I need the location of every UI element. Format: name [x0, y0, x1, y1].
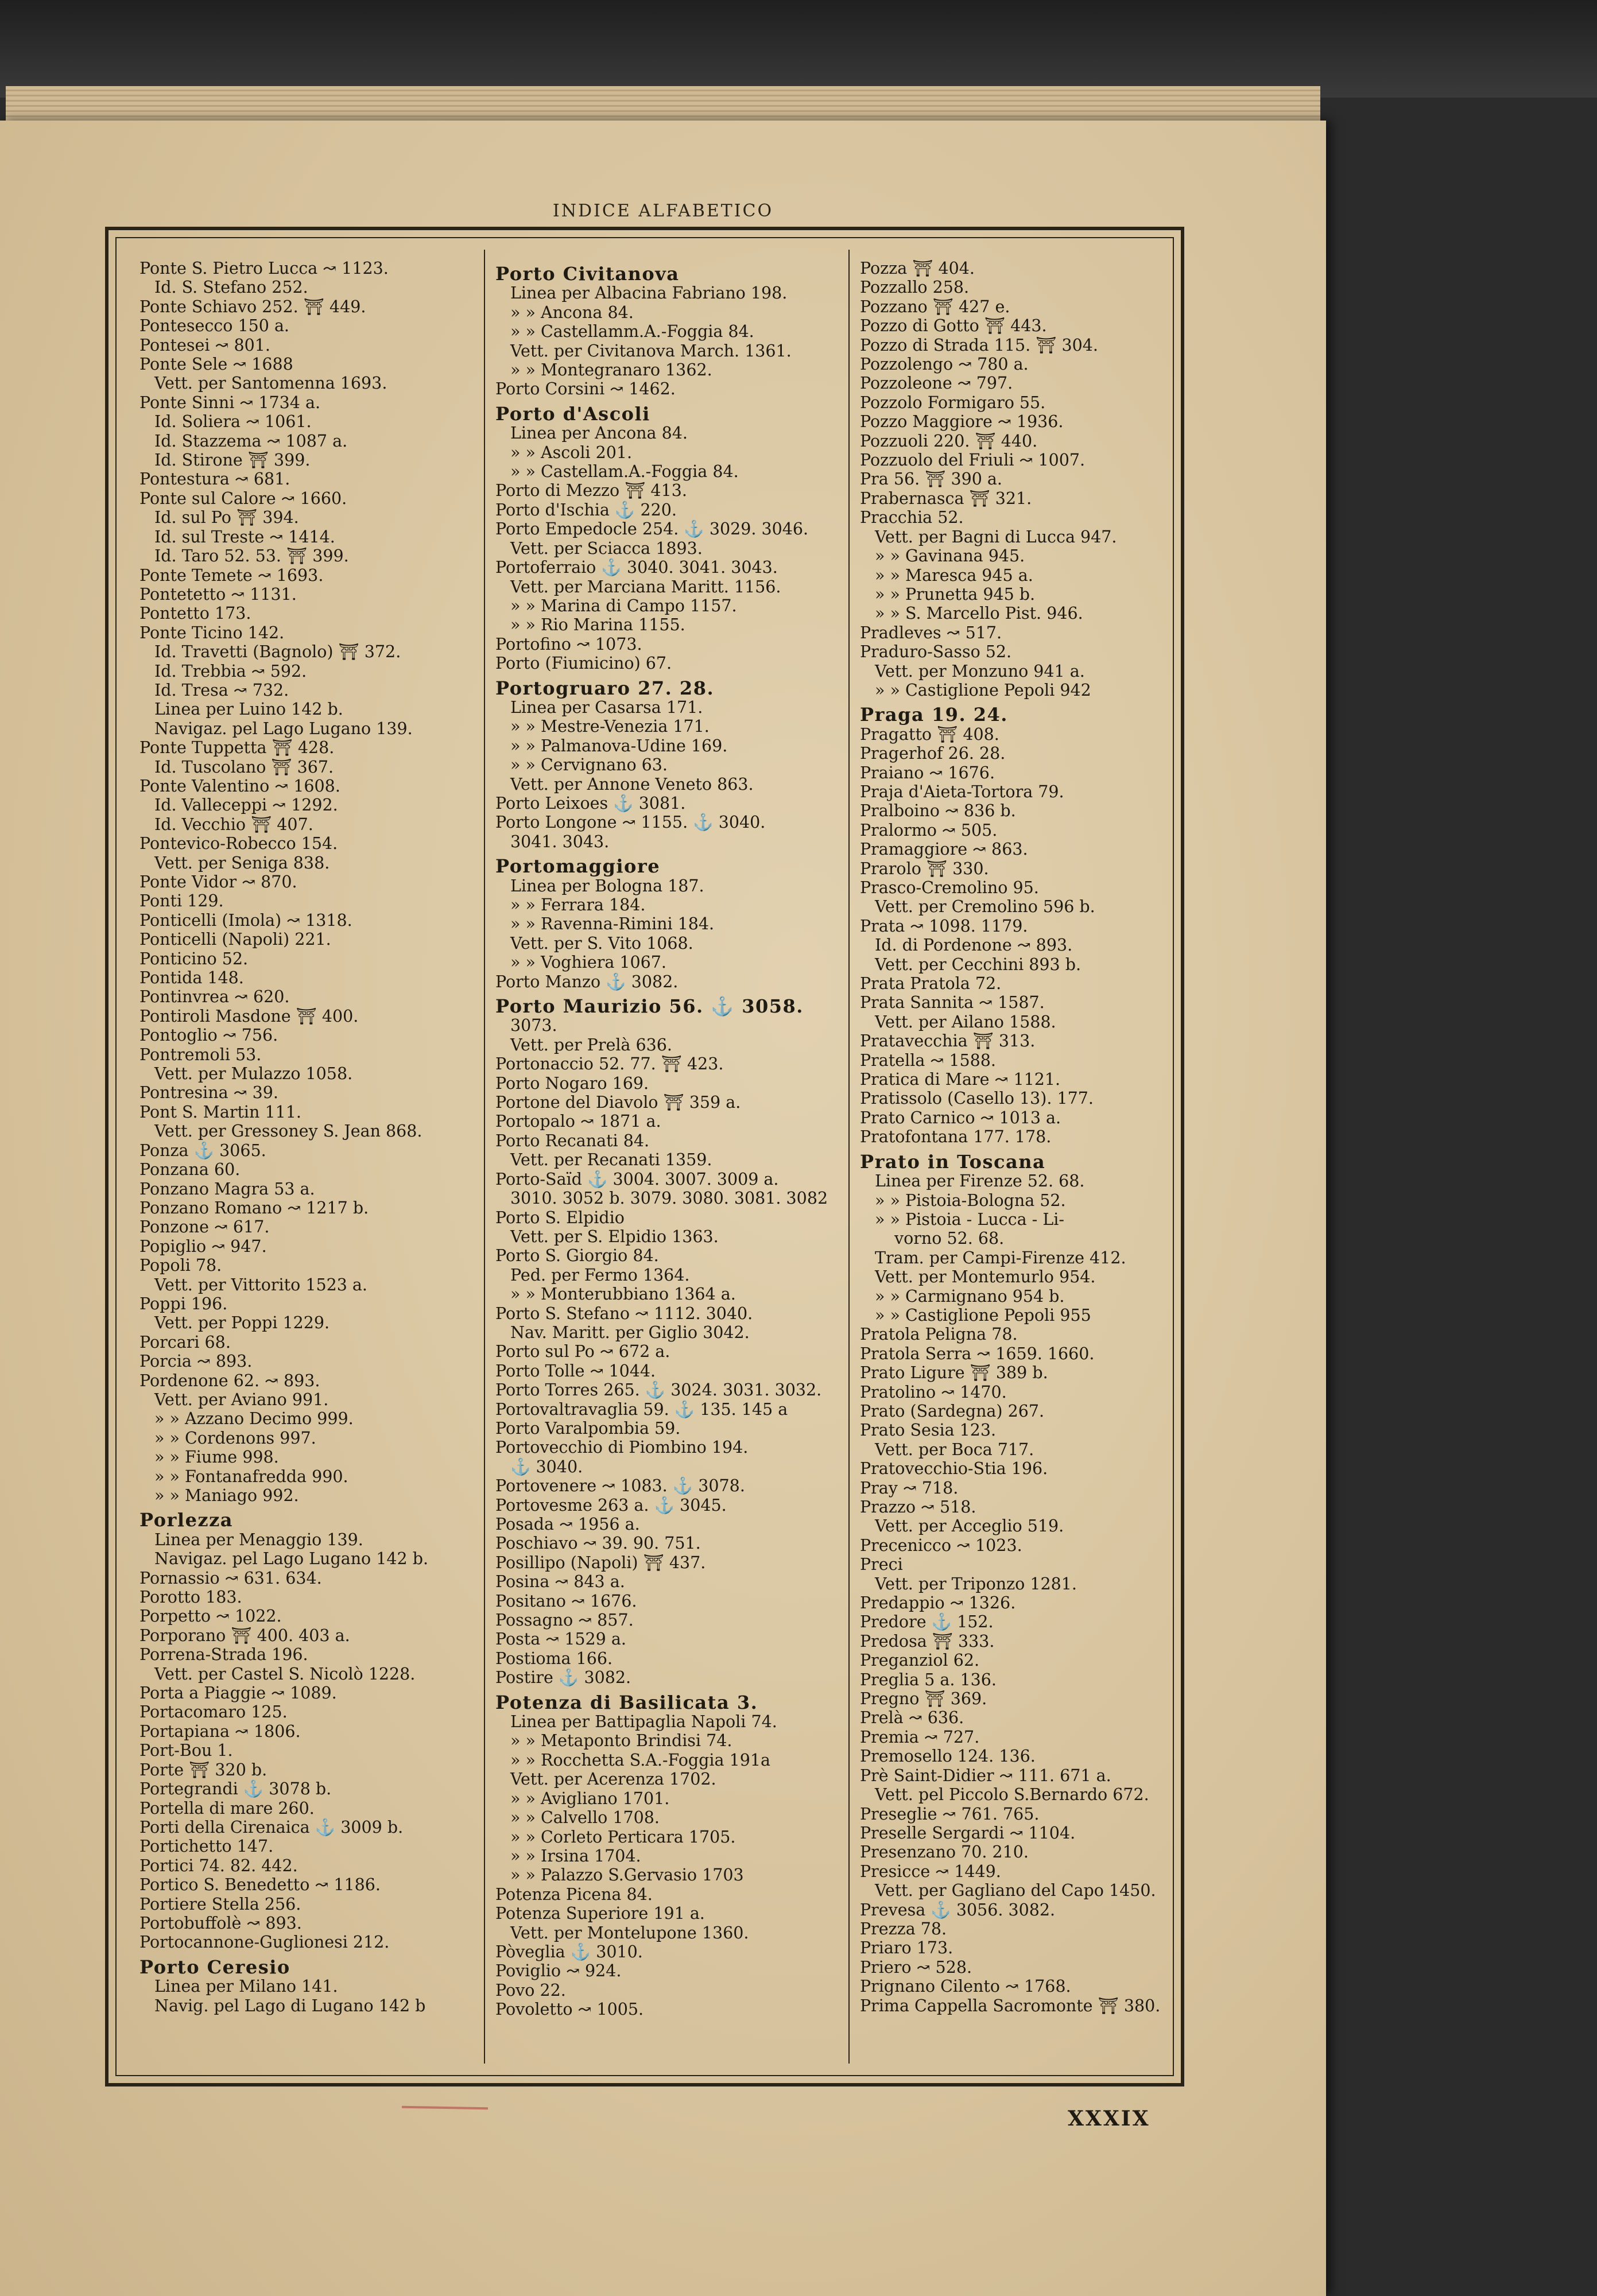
index-entry: Pontestura ↝ 681. [139, 470, 290, 489]
index-entry: Vett. per Cecchini 893 b. [875, 955, 1082, 974]
index-entry: Pozzo Maggiore ↝ 1936. [860, 412, 1064, 432]
index-entry: Id. Tresa ↝ 732. [154, 680, 289, 700]
index-entry: Pra 56. ⛩ 390 a. [860, 470, 1002, 489]
index-entry: Vett. per Bagni di Lucca 947. [875, 527, 1117, 546]
index-entry: » » Azzano Decimo 999. [154, 1409, 354, 1429]
index-entry: Id. sul Treste ↝ 1414. [154, 527, 335, 546]
index-entry: Tram. per Campi-Firenze 412. [875, 1248, 1126, 1267]
index-entry: » » Palmanova-Udine 169. [510, 736, 728, 755]
index-heading: Potenza di Basilicata 3. [495, 1691, 758, 1713]
index-entry: Preseglie ↝ 761. 765. [860, 1804, 1040, 1824]
index-entry: Porta a Piaggie ↝ 1089. [139, 1684, 337, 1703]
index-entry: Pramaggiore ↝ 863. [860, 840, 1028, 859]
index-entry: Ponte Vidor ↝ 870. [139, 872, 297, 891]
index-entry: Ponza ⚓ 3065. [139, 1141, 266, 1160]
index-entry: Posina ↝ 843 a. [495, 1572, 625, 1592]
index-entry: Vett. per Sciacca 1893. [510, 538, 703, 558]
index-entry: Pratavecchia ⛩ 313. [860, 1031, 1036, 1051]
index-entry: Prato Ligure ⛩ 389 b. [860, 1363, 1048, 1383]
index-entry: Porto Leixoes ⚓ 3081. [495, 793, 686, 813]
index-entry: Porto Corsini ↝ 1462. [495, 379, 676, 399]
index-entry: Porto Tolle ↝ 1044. [495, 1361, 656, 1380]
index-entry: Portone del Diavolo ⛩ 359 a. [495, 1093, 741, 1112]
index-entry: Prabernasca ⛩ 321. [860, 488, 1032, 508]
index-entry: Pontetto 173. [139, 604, 251, 623]
index-heading: Praga 19. 24. [860, 704, 1008, 726]
index-entry: » » Prunetta 945 b. [875, 584, 1036, 604]
index-entry: Porto di Mezzo ⛩ 413. [495, 481, 687, 501]
index-entry: Linea per Casarsa 171. [510, 697, 703, 717]
index-entry: » » Fiume 998. [154, 1448, 279, 1467]
index-entry: Pontesecco 150 a. [139, 316, 289, 336]
index-entry: Porto Torres 265. ⚓ 3024. 3031. 3032. [495, 1380, 822, 1400]
index-entry: 3041. 3043. [510, 832, 610, 851]
index-entry: Pontresina ↝ 39. [139, 1083, 278, 1103]
index-entry: Porto Empedocle 254. ⚓ 3029. 3046. [495, 519, 809, 539]
index-entry: Linea per Battipaglia Napoli 74. [510, 1712, 777, 1732]
index-entry: Pontremoli 53. [139, 1045, 262, 1064]
index-entry: Pratolino ↝ 1470. [860, 1382, 1007, 1402]
index-entry: Vett. per Gressoney S. Jean 868. [154, 1122, 422, 1141]
index-heading: Porto Maurizio 56. ⚓ 3058. [495, 995, 804, 1018]
index-entry: 3010. 3052 b. 3079. 3080. 3081. 3082 [510, 1189, 828, 1208]
index-entry: Prignano Cilento ↝ 1768. [860, 1977, 1071, 1996]
index-entry: Vett. per Cremolino 596 b. [875, 897, 1095, 917]
index-entry: Prata Sannita ↝ 1587. [860, 993, 1045, 1013]
index-entry: Pozza ⛩ 404. [860, 259, 975, 278]
index-entry: » » Castellam.A.-Foggia 84. [510, 462, 739, 482]
index-entry: Vett. per Seniga 838. [154, 853, 330, 872]
index-entry: Vett. per Prelà 636. [510, 1035, 672, 1054]
index-entry: Vett. per Mulazzo 1058. [154, 1064, 353, 1084]
index-column-1 [139, 259, 470, 2069]
index-entry: Precenicco ↝ 1023. [860, 1535, 1022, 1555]
index-entry: Porcari 68. [139, 1332, 231, 1352]
index-entry: » » Pistoia-Bologna 52. [875, 1190, 1066, 1210]
index-entry: Praja d'Aieta-Tortora 79. [860, 782, 1064, 801]
index-entry: Porto Longone ↝ 1155. ⚓ 3040. [495, 813, 766, 832]
index-entry: Portico S. Benedetto ↝ 1186. [139, 1875, 381, 1895]
index-entry: » » Ferrara 184. [510, 895, 646, 914]
index-entry: Ped. per Fermo 1364. [510, 1265, 690, 1285]
index-entry: Pontetetto ↝ 1131. [139, 584, 297, 604]
index-entry: Pratola Serra ↝ 1659. 1660. [860, 1344, 1095, 1363]
index-entry: Vett. pel Piccolo S.Bernardo 672. [875, 1785, 1149, 1805]
index-column-2 [495, 259, 831, 2069]
index-entry: Prima Cappella Sacromonte ⛩ 380. [860, 1996, 1161, 2015]
index-entry: Pracchia 52. [860, 508, 964, 528]
index-entry: Porto sul Po ↝ 672 a. [495, 1342, 670, 1362]
index-entry: Porpetto ↝ 1022. [139, 1607, 282, 1626]
index-entry: » » Maniago 992. [154, 1486, 299, 1505]
index-entry: Predore ⚓ 152. [860, 1612, 994, 1632]
index-entry: Portella di mare 260. [139, 1798, 315, 1818]
index-entry: Porto (Fiumicino) 67. [495, 654, 672, 673]
index-entry: » » Montegranaro 1362. [510, 360, 712, 380]
index-entry: » » Gavinana 945. [875, 546, 1025, 566]
index-entry: ⚓ 3040. [510, 1457, 583, 1476]
index-entry: » » Ancona 84. [510, 302, 634, 322]
index-heading: Portomaggiore [495, 855, 661, 878]
index-entry: Priero ↝ 528. [860, 1957, 972, 1977]
index-entry: Predosa ⛩ 333. [860, 1631, 995, 1651]
index-entry: » » Monterubbiano 1364 a. [510, 1285, 736, 1304]
index-entry: Pordenone 62. ↝ 893. [139, 1371, 320, 1390]
index-entry: Poppi 196. [139, 1294, 228, 1313]
index-entry: Portiere Stella 256. [139, 1894, 301, 1914]
index-entry: Id. Stirone ⛩ 399. [154, 451, 311, 470]
index-entry: Porporano ⛩ 400. 403 a. [139, 1626, 350, 1645]
index-entry: Prato (Sardegna) 267. [860, 1401, 1045, 1421]
index-entry: Nav. Maritt. per Giglio 3042. [510, 1322, 750, 1342]
index-entry: » » Ascoli 201. [510, 443, 633, 462]
index-entry: Vett. per Vittorito 1523 a. [154, 1275, 367, 1294]
index-entry: » » Pistoia - Lucca - Li- [875, 1209, 1064, 1229]
index-entry: » » Palazzo S.Gervasio 1703 [510, 1865, 744, 1885]
index-entry: Presenzano 70. 210. [860, 1843, 1029, 1862]
index-entry: Port-Bou 1. [139, 1741, 233, 1760]
index-entry: Portapiana ↝ 1806. [139, 1721, 301, 1741]
index-entry: Id. Soliera ↝ 1061. [154, 412, 312, 432]
index-entry: Vett. per Marciana Maritt. 1156. [510, 577, 781, 596]
index-entry: Praduro-Sasso 52. [860, 642, 1012, 662]
index-entry: Pozzo di Gotto ⛩ 443. [860, 316, 1047, 336]
index-entry: Premosello 124. 136. [860, 1747, 1036, 1766]
index-entry: Prè Saint-Didier ↝ 111. 671 a. [860, 1766, 1111, 1785]
index-entry: Praiano ↝ 1676. [860, 763, 995, 782]
index-entry: Pralboino ↝ 836 b. [860, 801, 1016, 821]
index-entry: Popoli 78. [139, 1256, 222, 1275]
index-entry: Pozzolo Formigaro 55. [860, 393, 1046, 412]
index-entry: Pratella ↝ 1588. [860, 1050, 996, 1070]
index-entry: Vett. per Annone Veneto 863. [510, 774, 754, 794]
index-entry: Pozzano ⛩ 427 e. [860, 297, 1010, 316]
index-entry: » » Rocchetta S.A.-Foggia 191a [510, 1750, 770, 1770]
index-entry: Portopalo ↝ 1871 a. [495, 1112, 661, 1131]
index-entry: » » S. Marcello Pist. 946. [875, 604, 1083, 623]
index-entry: Pratissolo (Casello 13). 177. [860, 1089, 1094, 1108]
index-entry: Vett. per Acceglio 519. [875, 1517, 1064, 1536]
book-page [0, 121, 1326, 2296]
index-entry: Prasco-Cremolino 95. [860, 878, 1039, 897]
index-entry: Ponzone ↝ 617. [139, 1217, 270, 1237]
index-entry: Linea per Bologna 187. [510, 876, 704, 895]
index-entry: Pozzuolo del Friuli ↝ 1007. [860, 451, 1086, 470]
index-entry: Vett. per Recanati 1359. [510, 1150, 712, 1170]
index-entry: Porto Varalpombia 59. [495, 1418, 681, 1438]
index-entry: Pontiroli Masdone ⛩ 400. [139, 1006, 359, 1026]
index-entry: Pralormo ↝ 505. [860, 820, 998, 840]
index-entry: Porcia ↝ 893. [139, 1352, 253, 1371]
index-entry: » » Mestre-Venezia 171. [510, 717, 710, 736]
index-entry: Portacomaro 125. [139, 1702, 288, 1722]
index-entry: » » Marina di Campo 1157. [510, 596, 737, 615]
index-frame [105, 227, 1184, 2086]
index-entry: Prata ↝ 1098. 1179. [860, 916, 1028, 936]
index-entry: Ponzano Magra 53 a. [139, 1179, 315, 1199]
index-entry: Ponzana 60. [139, 1160, 241, 1180]
index-entry: » » Avigliano 1701. [510, 1789, 670, 1808]
index-entry: Porto Recanati 84. [495, 1131, 650, 1150]
index-entry: Ponte sul Calore ↝ 1660. [139, 488, 347, 508]
index-entry: Porto-Saïd ⚓ 3004. 3007. 3009 a. [495, 1169, 779, 1189]
index-entry: Preganziol 62. [860, 1651, 980, 1670]
index-entry: Ponte Tuppetta ⛩ 428. [139, 738, 335, 758]
index-entry: Porte ⛩ 320 b. [139, 1760, 268, 1779]
index-entry: Ponticino 52. [139, 949, 249, 968]
index-entry: Preci [860, 1555, 903, 1574]
index-entry: Ponte Valentino ↝ 1608. [139, 776, 340, 796]
index-entry: Vett. per Ailano 1588. [875, 1012, 1056, 1031]
index-entry: » » Corleto Perticara 1705. [510, 1827, 736, 1847]
index-entry: Presicce ↝ 1449. [860, 1861, 1001, 1881]
dark-backdrop [0, 0, 1597, 98]
index-entry: Ponte Sele ↝ 1688 [139, 355, 293, 374]
index-heading: Porto Ceresio [139, 1956, 290, 1978]
index-entry: Positano ↝ 1676. [495, 1591, 637, 1611]
index-heading: Porto d'Ascoli [495, 402, 650, 425]
index-entry: Pornassio ↝ 631. 634. [139, 1568, 322, 1588]
index-entry: Pozzolengo ↝ 780 a. [860, 355, 1029, 374]
index-entry: » » Castiglione Pepoli 942 [875, 680, 1091, 700]
index-entry: Ponticelli (Imola) ↝ 1318. [139, 910, 352, 930]
index-entry: Vett. per Castel S. Nicolò 1228. [154, 1664, 416, 1684]
index-entry: Vett. per Aviano 991. [154, 1390, 329, 1409]
index-entry: Porto S. Elpidio [495, 1208, 625, 1227]
index-entry: Portovenere ↝ 1083. ⚓ 3078. [495, 1476, 745, 1496]
index-entry: Portonaccio 52. 77. ⛩ 423. [495, 1054, 724, 1074]
index-entry: Pratovecchio-Stia 196. [860, 1459, 1048, 1479]
index-entry: Porrena-Strada 196. [139, 1645, 308, 1665]
index-entry: Pontoglio ↝ 756. [139, 1026, 278, 1045]
index-entry: Poviglio ↝ 924. [495, 1961, 622, 1981]
index-entry: Linea per Ancona 84. [510, 424, 688, 443]
index-entry: Id. Stazzema ↝ 1087 a. [154, 431, 348, 451]
index-entry: Vett. per S. Vito 1068. [510, 933, 693, 953]
index-entry: » » Calvello 1708. [510, 1808, 660, 1828]
index-entry: Pregno ⛩ 369. [860, 1689, 987, 1709]
index-entry: Portobuffolè ↝ 893. [139, 1913, 302, 1933]
index-entry: Posillipo (Napoli) ⛩ 437. [495, 1553, 706, 1572]
index-entry: Id. Trebbia ↝ 592. [154, 661, 307, 681]
index-entry: » » Fontanafredda 990. [154, 1467, 348, 1486]
index-entry: Vett. per Poppi 1229. [154, 1313, 330, 1333]
index-entry: Linea per Firenze 52. 68. [875, 1172, 1085, 1191]
index-entry: Preglia 5 a. 136. [860, 1670, 997, 1689]
index-heading: Prato in Toscana [860, 1150, 1046, 1173]
index-entry: Portegrandi ⚓ 3078 b. [139, 1779, 332, 1799]
index-entry: Id. S. Stefano 252. [154, 278, 308, 297]
index-entry: Id. Vecchio ⛩ 407. [154, 815, 313, 834]
index-entry: Ponte Ticino 142. [139, 623, 285, 642]
index-entry: Prata Pratola 72. [860, 974, 1002, 994]
index-entry: Postioma 166. [495, 1649, 613, 1668]
index-entry: Navigaz. pel Lago Lugano 142 b. [154, 1549, 429, 1569]
column-rule [848, 250, 850, 2064]
index-entry: Vett. per Boca 717. [875, 1440, 1034, 1459]
index-entry: Pontesei ↝ 801. [139, 335, 270, 355]
index-entry: Ponte Temete ↝ 1693. [139, 565, 324, 585]
index-entry: » » Metaponto Brindisi 74. [510, 1731, 732, 1751]
index-entry: Portofino ↝ 1073. [495, 634, 642, 654]
index-entry: » » Voghiera 1067. [510, 953, 666, 972]
index-entry: Posta ↝ 1529 a. [495, 1630, 626, 1649]
index-entry: Vett. per Acerenza 1702. [510, 1770, 716, 1789]
index-entry: Porto Nogaro 169. [495, 1073, 649, 1093]
index-entry: Vett. per Montelupone 1360. [510, 1923, 749, 1942]
index-entry: Pozzo di Strada 115. ⛩ 304. [860, 335, 1098, 355]
index-entry: Id. Taro 52. 53. ⛩ 399. [154, 546, 349, 566]
index-entry: Pray ↝ 718. [860, 1478, 959, 1498]
index-entry: Vett. per Triponzo 1281. [875, 1574, 1077, 1593]
index-entry: Pozzuoli 220. ⛩ 440. [860, 431, 1038, 451]
index-entry: Vett. per S. Elpidio 1363. [510, 1227, 719, 1246]
index-entry: Pozzallo 258. [860, 278, 970, 297]
index-entry: » » Maresca 945 a. [875, 565, 1033, 585]
index-entry: Pradleves ↝ 517. [860, 623, 1002, 642]
index-entry: » » Cordenons 997. [154, 1428, 316, 1448]
index-entry: Linea per Menaggio 139. [154, 1530, 363, 1549]
pencil-mark [402, 2106, 488, 2110]
index-entry: Linea per Milano 141. [154, 1977, 338, 1996]
index-entry: Id. Travetti (Bagnolo) ⛩ 372. [154, 642, 401, 662]
index-entry: Pontevico-Robecco 154. [139, 834, 338, 854]
index-entry: Priaro 173. [860, 1938, 953, 1958]
index-entry: Portovaltravaglia 59. ⚓ 135. 145 a [495, 1399, 788, 1419]
index-entry: Pratica di Mare ↝ 1121. [860, 1070, 1061, 1089]
index-entry: Povoletto ↝ 1005. [495, 2000, 644, 2019]
index-entry: Id. Valleceppi ↝ 1292. [154, 796, 338, 815]
index-entry: Navig. pel Lago di Lugano 142 b [154, 1996, 426, 2015]
index-entry: Portoferraio ⚓ 3040. 3041. 3043. [495, 558, 778, 577]
index-entry: Porto Manzo ⚓ 3082. [495, 972, 679, 991]
index-entry: Porotto 183. [139, 1588, 242, 1607]
index-entry: Portichetto 147. [139, 1837, 274, 1856]
index-entry: Potenza Picena 84. [495, 1884, 653, 1904]
index-heading: Porto Civitanova [495, 263, 680, 285]
index-heading: Portogruaro 27. 28. [495, 677, 715, 699]
index-entry: » » Cervignano 63. [510, 755, 668, 775]
index-entry: Ponti 129. [139, 891, 224, 911]
index-entry: vorno 52. 68. [894, 1229, 1005, 1248]
index-entry: Vett. per Monzuno 941 a. [875, 661, 1085, 681]
index-frame-inner [115, 237, 1174, 2076]
index-entry: Portici 74. 82. 442. [139, 1856, 298, 1875]
index-entry: Vett. per Montemurlo 954. [875, 1267, 1096, 1287]
index-entry: Id. di Pordenone ↝ 893. [875, 936, 1073, 955]
index-entry: Povo 22. [495, 1980, 566, 2000]
index-entry: Ponticelli (Napoli) 221. [139, 930, 331, 949]
index-column-3 [860, 259, 1181, 2069]
index-entry: Ponzano Romano ↝ 1217 b. [139, 1198, 369, 1217]
index-entry: Posada ↝ 1956 a. [495, 1515, 640, 1534]
index-entry: Ponte S. Pietro Lucca ↝ 1123. [139, 259, 389, 278]
index-entry: Postire ⚓ 3082. [495, 1668, 631, 1688]
index-entry: Portovecchio di Piombino 194. [495, 1438, 749, 1457]
index-entry: Prelà ↝ 636. [860, 1708, 964, 1728]
index-entry: Portocannone-Guglionesi 212. [139, 1933, 390, 1952]
index-entry: Prazzo ↝ 518. [860, 1498, 976, 1517]
index-entry: Potenza Superiore 191 a. [495, 1904, 705, 1923]
index-entry: Pont S. Martin 111. [139, 1102, 301, 1122]
index-entry: » » Ravenna-Rimini 184. [510, 914, 715, 934]
index-entry: Linea per Luino 142 b. [154, 700, 343, 719]
index-entry: Vett. per Gagliano del Capo 1450. [875, 1881, 1156, 1901]
index-entry: Porto d'Ischia ⚓ 220. [495, 500, 677, 519]
index-entry: Pontida 148. [139, 968, 244, 988]
index-entry: Predappio ↝ 1326. [860, 1593, 1016, 1613]
running-head: INDICE ALFABETICO [552, 201, 774, 221]
index-entry: Prato Carnico ↝ 1013 a. [860, 1108, 1061, 1127]
index-entry: Premia ↝ 727. [860, 1727, 980, 1747]
index-entry: » » Castiglione Pepoli 955 [875, 1305, 1091, 1325]
index-entry: Prezza 78. [860, 1919, 947, 1938]
index-entry: Pragatto ⛩ 408. [860, 724, 999, 744]
index-entry: Prevesa ⚓ 3056. 3082. [860, 1900, 1056, 1919]
index-entry: » » Carmignano 954 b. [875, 1286, 1065, 1306]
index-entry: 3073. [510, 1016, 557, 1035]
index-entry: Porti della Cirenaica ⚓ 3009 b. [139, 1817, 404, 1837]
index-entry: Pratofontana 177. 178. [860, 1127, 1052, 1147]
index-entry: Id. Tuscolano ⛩ 367. [154, 757, 334, 777]
index-entry: Pragerhof 26. 28. [860, 744, 1006, 763]
index-entry: Pòveglia ⚓ 3010. [495, 1942, 643, 1961]
index-entry: Porto S. Stefano ↝ 1112. 3040. [495, 1304, 753, 1323]
index-entry: » » Castellamm.A.-Foggia 84. [510, 322, 754, 342]
index-heading: Porlezza [139, 1509, 233, 1531]
index-entry: Ponte Schiavo 252. ⛩ 449. [139, 297, 366, 316]
page-number: XXXIX [1068, 2107, 1150, 2131]
index-entry: Prato Sesia 123. [860, 1421, 997, 1440]
index-entry: Portovesme 263 a. ⚓ 3045. [495, 1495, 727, 1515]
index-entry: Id. sul Po ⛩ 394. [154, 508, 299, 528]
index-entry: Popiglio ↝ 947. [139, 1236, 267, 1256]
index-entry: Possagno ↝ 857. [495, 1611, 634, 1630]
index-entry: » » Rio Marina 1155. [510, 615, 685, 635]
index-entry: Ponte Sinni ↝ 1734 a. [139, 393, 321, 412]
index-entry: Pratola Peligna 78. [860, 1325, 1018, 1344]
index-entry: Poschiavo ↝ 39. 90. 751. [495, 1534, 701, 1553]
index-entry: » » Irsina 1704. [510, 1846, 641, 1865]
column-rule [484, 250, 485, 2064]
index-entry: Vett. per Civitanova March. 1361. [510, 341, 792, 360]
index-entry: Pozzoleone ↝ 797. [860, 374, 1013, 393]
index-entry: Linea per Albacina Fabriano 198. [510, 284, 788, 303]
index-entry: Porto S. Giorgio 84. [495, 1246, 659, 1266]
index-entry: Pontinvrea ↝ 620. [139, 987, 290, 1007]
index-entry: Navigaz. pel Lago Lugano 139. [154, 719, 413, 738]
index-entry: Vett. per Santomenna 1693. [154, 374, 387, 393]
index-entry: Prarolo ⛩ 330. [860, 859, 989, 878]
index-entry: Preselle Sergardi ↝ 1104. [860, 1823, 1076, 1843]
